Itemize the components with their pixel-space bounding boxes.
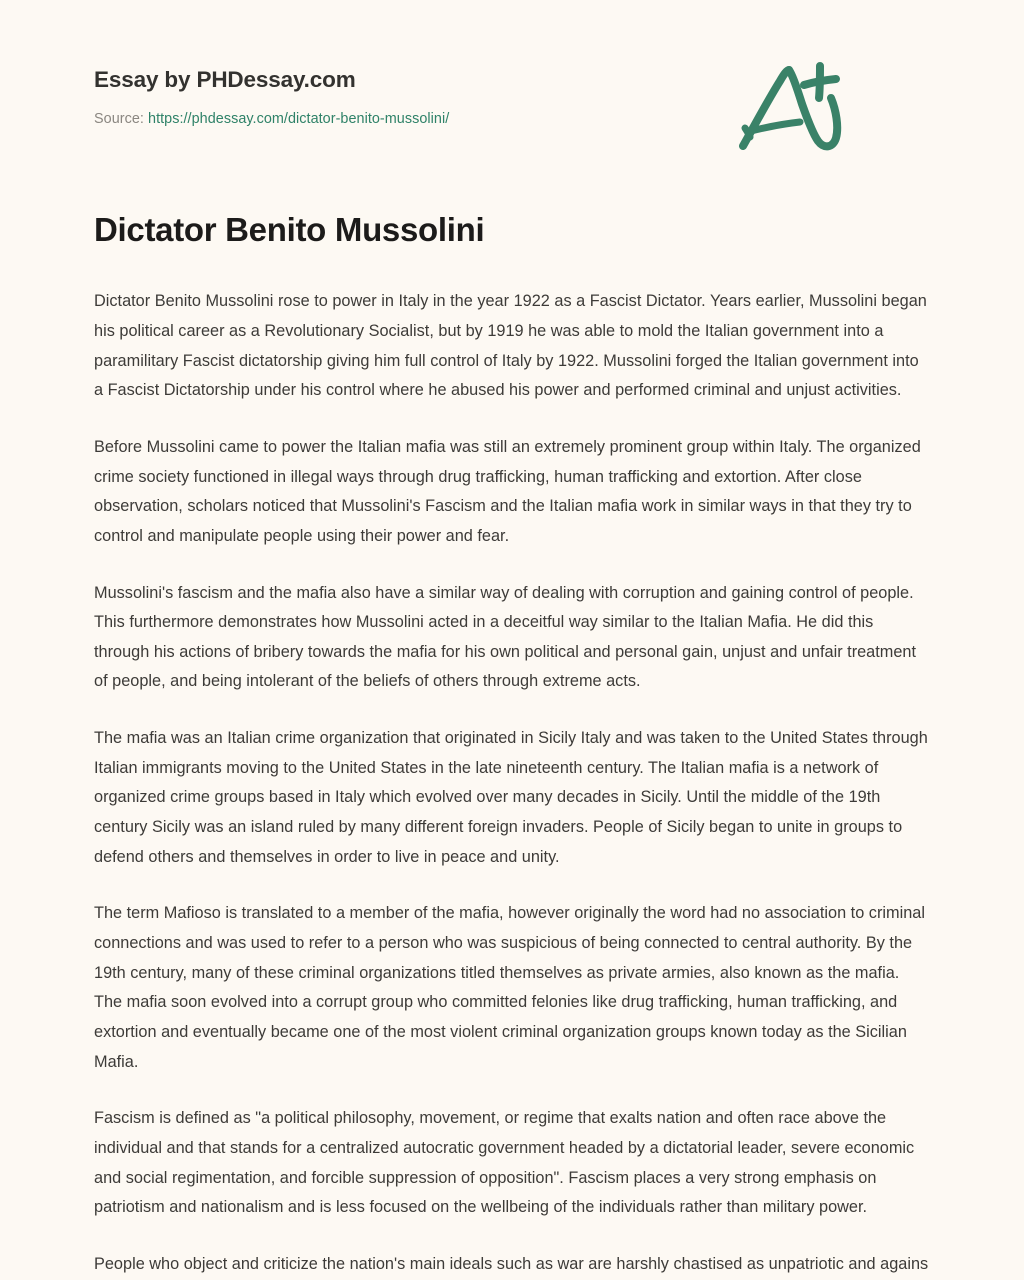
essay-body [94,250,930,1279]
a-plus-logo [730,58,846,166]
paragraph: The term Mafioso is translated to a member of the mafia, however originally the word had no association to criminal connections and was used to refer to a person who was suspicious of being connected to central authority. By the 19th century, many of these criminal organizations titled themselves as private armies, also known as the mafia. The mafia soon evolved into a corrupt group who committed felonies like drug trafficking, human trafficking, and extortion and eventually became one of the most violent criminal organization groups known today as the Sicilian Mafia. [94,904,925,1071]
source-label: Source: [94,111,144,127]
source-url-link[interactable]: https://phdessay.com/dictator-benito-mussolini/ [148,111,450,127]
paragraph: The mafia was an Italian crime organization that originated in Sicily Italy and was taken to the United States through Italian immigrants moving to the United States in the late nineteenth century. The Italian mafia is a network of organized crime groups based in Italy which evolved over many decades in Sicily. Until the middle of the 19th century Sicily was an island ruled by many different foreign invaders. People of Sicily began to unite in groups to defend others and themselves in order to live in peace and unity. [94,729,928,866]
paragraph: Fascism is defined as "a political philosophy, movement, or regime that exalts nation and often race above the individual and that stands for a centralized autocratic government headed by a dictatorial leader, severe economic and social regimentation, and forcible suppression of opposition". Fascism places a very strong emphasis on patriotism and nationalism and is less focused on the wellbeing of the individuals rather than military power. [94,1109,915,1217]
page-title: Dictator Benito Mussolini [94,211,485,248]
paragraph: Mussolini's fascism and the mafia also have a similar way of dealing with corruption and gaining control of people. This furthermore demonstrates how Mussolini acted in a deceitful way similar to the Italian Mafia. He did this through his actions of bribery towards the mafia for his own political and personal gain, unjust and unfair treatment of people, and being intolerant of the beliefs of others through extreme acts. [94,583,917,691]
paragraph: Dictator Benito Mussolini rose to power in Italy in the year 1922 as a Fascist Dictator. Years earlier, Mussolini began his political career as a Revolutionary Socialist, but by 1919 he was able to mold the Italian government into a paramilitary Fascist dictatorship giving him full control of Italy by 1922. Mussolini forged the Italian government into a Fascist Dictatorship under his control where he abused his power and performed criminal and unjust activities. [94,292,927,400]
brand-title: Essay by PHDessay.com [94,67,356,92]
page-header [94,0,930,127]
paragraph: Before Mussolini came to power the Italian mafia was still an extremely prominent group within Italy. The organized crime society functioned in illegal ways through drug trafficking, human trafficking and extortion. After close observation, scholars noticed that Mussolini's Fascism and the Italian mafia work in similar ways in that they try to control and manipulate people using their power and fear. [94,437,921,545]
paragraph-truncated: People who object and criticize the nation's main ideals such as war are harshly chastised as unpatriotic and agains [94,1254,929,1273]
